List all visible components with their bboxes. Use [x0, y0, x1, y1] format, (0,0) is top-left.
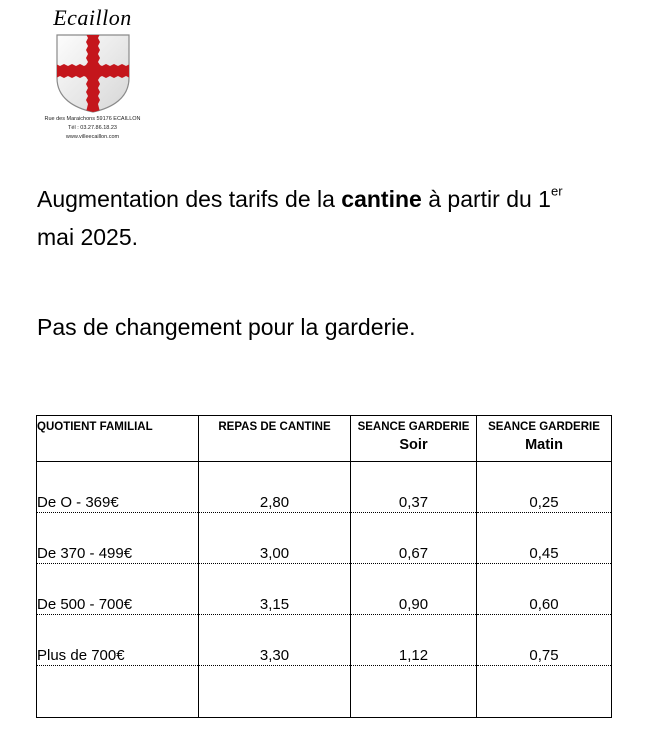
header-title: REPAS DE CANTINE [218, 421, 331, 433]
garderie-matin-cell: 0,45 [477, 513, 612, 564]
subline: Pas de changement pour la garderie. [37, 314, 416, 340]
town-logo [30, 6, 155, 141]
quotient-cell: De 500 - 700€ [37, 564, 199, 615]
table-row [37, 513, 612, 564]
empty-cell [351, 666, 477, 718]
cantine-price-cell: 3,30 [199, 615, 351, 666]
headline-bold-word: cantine [341, 186, 422, 212]
header-title: SEANCE GARDERIE [357, 421, 470, 433]
table-row [37, 564, 612, 615]
address-line: Rue des Maraichons 59176 ECAILLON [44, 116, 141, 122]
garderie-soir-cell: 0,90 [351, 564, 477, 615]
header-subtitle: Soir [399, 437, 428, 453]
header-title: SEANCE GARDERIE [488, 421, 600, 433]
header-garderie-matin [477, 416, 612, 462]
empty-cell [477, 666, 612, 718]
quotient-cell: Plus de 700€ [37, 615, 199, 666]
headline-text-after: mai 2025. [37, 224, 139, 250]
garderie-matin-cell: 0,75 [477, 615, 612, 666]
quotient-cell: De O - 369€ [37, 462, 199, 513]
cantine-price-cell: 3,00 [199, 513, 351, 564]
garderie-matin-cell: 0,60 [477, 564, 612, 615]
table-header-row [37, 416, 612, 462]
cantine-price-cell: 2,80 [199, 462, 351, 513]
header-title: QUOTIENT FAMILIAL [37, 421, 153, 433]
header-subtitle: Matin [525, 437, 563, 453]
header-quotient-familial [37, 416, 199, 462]
headline-text-before: Augmentation des tarifs de la [37, 186, 342, 212]
empty-cell [37, 666, 199, 718]
header-garderie-soir [351, 416, 477, 462]
website-line: www.villeecaillon.com [65, 134, 120, 140]
garderie-soir-cell: 1,12 [351, 615, 477, 666]
quotient-cell: De 370 - 499€ [37, 513, 199, 564]
table-row-empty [37, 666, 612, 718]
phone-line: Tél : 03.27.86.18.23 [68, 125, 117, 131]
garderie-matin-cell: 0,25 [477, 462, 612, 513]
coat-of-arms-icon [54, 32, 132, 114]
garderie-soir-cell: 0,67 [351, 513, 477, 564]
cantine-price-cell: 3,15 [199, 564, 351, 615]
town-name: Ecaillon [53, 5, 132, 30]
headline-superscript: er [550, 183, 563, 199]
table-row [37, 462, 612, 513]
headline [37, 180, 627, 256]
headline-text-middle: à partir du 1 [421, 186, 551, 212]
table-row [37, 615, 612, 666]
empty-cell [199, 666, 351, 718]
header-repas-cantine [199, 416, 351, 462]
tariff-table [36, 415, 612, 718]
garderie-soir-cell: 0,37 [351, 462, 477, 513]
